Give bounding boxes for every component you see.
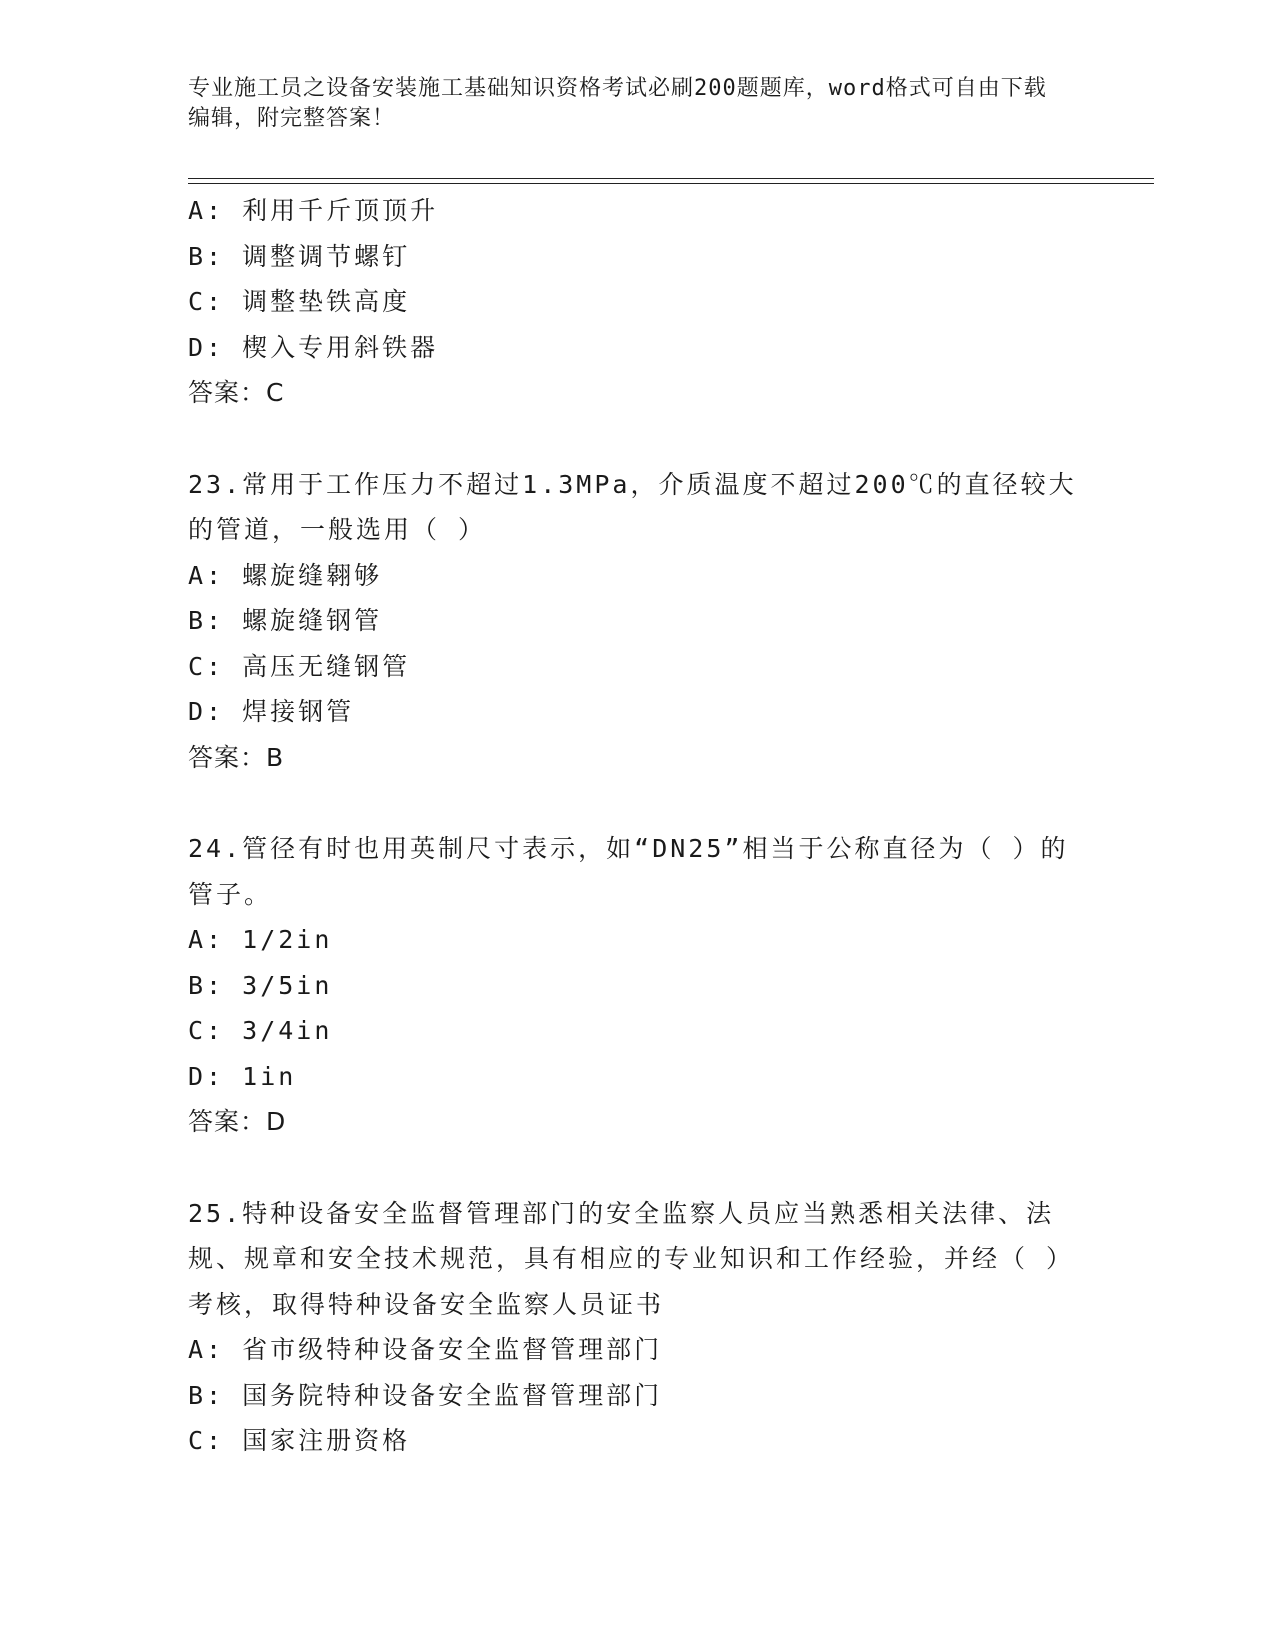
option-a: A: 螺旋缝翱够 [188,560,383,590]
option-b: B: 螺旋缝钢管 [188,606,383,635]
option-a: A: 1/2in [188,925,333,954]
option-d: D: 楔入专用斜铁器 [188,332,439,362]
answer-line: 答案：D [188,1107,287,1136]
option-d: D: 1in [188,1061,297,1091]
answer-line: 答案：B [188,742,285,772]
option-c: C: 高压无缝钢管 [188,651,411,681]
question-23 [188,462,1088,781]
option-c: C: 调整垫铁高度 [188,287,411,316]
header-divider [188,178,1154,184]
option-a: A: 利用千斤顶顶升 [188,196,439,225]
option-b: B: 国务院特种设备安全监督管理部门 [188,1380,663,1410]
document-title: 专业施工员之设备安装施工基础知识资格考试必刷200题题库，word格式可自由下载编辑，附完整答案！ [188,76,1047,131]
question-stem: 24.管径有时也用英制尺寸表示，如“DN25”相当于公称直径为（ ）的管子。 [188,834,1069,909]
option-b: B: 调整调节螺钉 [188,241,411,271]
option-c: C: 国家注册资格 [188,1426,411,1455]
question-22 [188,188,1088,416]
question-stem: 25.特种设备安全监督管理部门的安全监察人员应当熟悉相关法律、法规、规章和安全技术规范，具有相应的专业知识和工作经验，并经（ ）考核，取得特种设备安全监察人员证书 [188,1198,1075,1319]
option-b: B: 3/5in [188,970,333,1000]
option-d: D: 焊接钢管 [188,697,355,726]
option-c: C: 3/4in [188,1016,333,1045]
answer-line: 答案：C [188,378,285,407]
question-24 [188,826,1088,1145]
page-header [188,74,1068,134]
question-list [188,188,1088,1510]
question-25 [188,1191,1088,1464]
option-a: A: 省市级特种设备安全监督管理部门 [188,1335,663,1364]
question-stem: 23.常用于工作压力不超过1.3MPa，介质温度不超过200℃的直径较大的管道，一般选用（ ） [188,469,1077,544]
